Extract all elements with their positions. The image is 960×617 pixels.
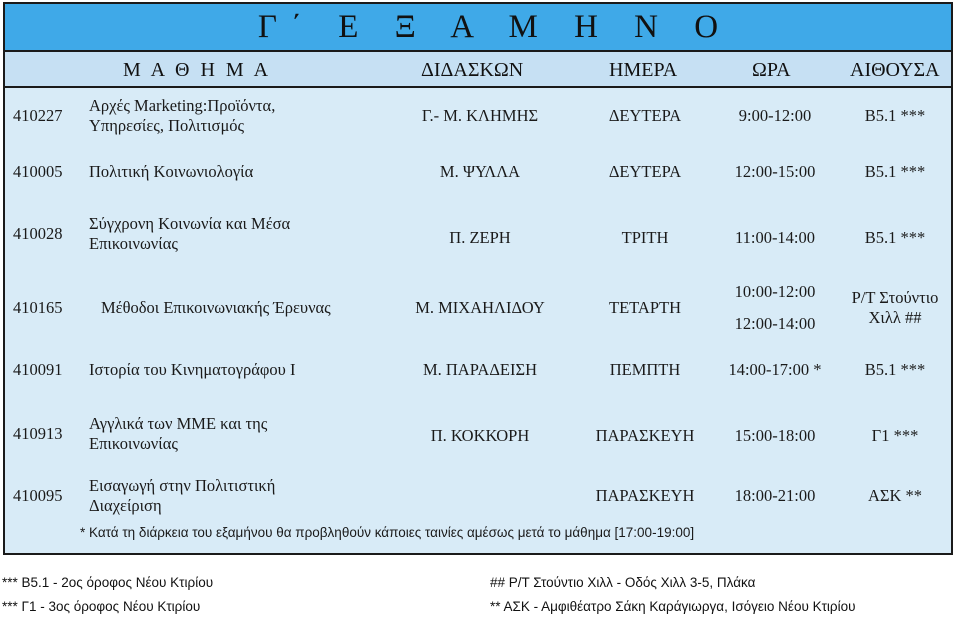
course-title: Πολιτική Κοινωνιολογία — [89, 162, 254, 181]
day: ΠΑΡΑΣΚΕΥΗ — [595, 486, 695, 505]
course-title: Εισαγωγή στην Πολιτιστική Διαχείριση — [89, 476, 276, 515]
day: ΠΑΡΑΣΚΕΥΗ — [595, 426, 695, 445]
day: ΔΕΥΤΕΡΑ — [608, 106, 682, 125]
table-row — [5, 92, 951, 140]
room: Β5.1 *** — [864, 360, 926, 379]
table-row — [5, 410, 951, 458]
instructor: Π. ΖΕΡΗ — [449, 228, 511, 247]
instructor: Μ. ΜΙΧΑΗΛΙΔΟΥ — [415, 298, 545, 317]
day: ΤΕΤΑΡΤΗ — [608, 298, 681, 317]
time: 10:00-12:00 12:00-14:00 — [734, 282, 816, 333]
footnote-ask: ** ΑΣΚ - Αμφιθέατρο Σάκη Καράγιωργα, Ισόγειο Νέου Κτιρίου — [490, 599, 856, 614]
header-day: ΗΜΕΡΑ — [609, 59, 678, 81]
header-time: ΩΡΑ — [752, 59, 791, 81]
header-room: ΑΙΘΟΥΣΑ — [850, 59, 940, 81]
course-code: 410095 — [13, 486, 63, 505]
course-code: 410227 — [13, 106, 63, 125]
time: 9:00-12:00 — [738, 106, 812, 125]
course-title: Αγγλικά των ΜΜΕ και της Επικοινωνίας — [89, 414, 268, 453]
table-body — [5, 88, 951, 515]
semester-title: Γ΄ Ε Ξ Α Μ Η Ν Ο — [5, 4, 951, 50]
course-title: Αρχές Marketing:Προϊόντα, Υπηρεσίες, Πολιτισμός — [89, 96, 276, 135]
instructor: Μ. ΨΥΛΛΑ — [439, 162, 521, 181]
table-header — [5, 50, 951, 88]
table-row — [5, 212, 951, 260]
table-row — [5, 358, 951, 386]
course-code: 410005 — [13, 162, 63, 181]
screening-note: * Κατά τη διάρκεια του εξαμήνου θα προβληθούν κάποιες ταινίες αμέσως μετά το μάθημα [17:00-19:00] — [5, 515, 951, 553]
course-title: Ιστορία του Κινηματογράφου Ι — [89, 360, 296, 379]
room: Ρ/Τ Στούντιο Χιλλ ## — [851, 288, 939, 327]
footnote-room-b51: *** Β5.1 - 2ος όροφος Νέου Κτιρίου — [2, 575, 214, 590]
footnote-studio-hill: ## Ρ/Τ Στούντιο Χιλλ - Οδός Χιλλ 3-5, Πλάκα — [490, 575, 756, 590]
time: 12:00-15:00 — [734, 162, 816, 181]
table-row — [5, 276, 951, 334]
time: 11:00-14:00 — [734, 228, 816, 247]
instructor: Π. ΚΟΚΚΟΡΗ — [430, 426, 530, 445]
room: ΑΣΚ ** — [867, 486, 923, 505]
course-code: 410091 — [13, 360, 63, 379]
instructor: Γ.- Μ. ΚΛΗΜΗΣ — [421, 106, 539, 125]
instructor: Μ. ΠΑΡΑΔΕΙΣΗ — [422, 360, 538, 379]
room: Β5.1 *** — [864, 106, 926, 125]
course-code: 410028 — [13, 224, 63, 243]
time: 14:00-17:00 * — [728, 360, 822, 379]
room: Γ1 *** — [871, 426, 919, 445]
time: 15:00-18:00 — [734, 426, 816, 445]
day: ΔΕΥΤΕΡΑ — [608, 162, 682, 181]
day: ΤΡΙΤΗ — [621, 228, 669, 247]
room: Β5.1 *** — [864, 228, 926, 247]
schedule-table — [3, 2, 953, 555]
room: Β5.1 *** — [864, 162, 926, 181]
time: 18:00-21:00 — [734, 486, 816, 505]
course-code: 410165 — [13, 298, 63, 317]
footnote-room-g1: *** Γ1 - 3ος όροφος Νέου Κτιρίου — [2, 599, 201, 614]
course-title: Μέθοδοι Επικοινωνιακής Έρευνας — [101, 298, 331, 317]
table-row — [5, 472, 951, 520]
table-row — [5, 160, 951, 188]
day: ΠΕΜΠΤΗ — [609, 360, 681, 379]
header-instructor: ΔΙΔΑΣΚΩΝ — [421, 59, 524, 81]
course-code: 410913 — [13, 424, 63, 443]
header-course: Μ Α Θ Η Μ Α — [123, 59, 272, 81]
course-title: Σύγχρονη Κοινωνία και Μέσα Επικοινωνίας — [89, 214, 291, 253]
